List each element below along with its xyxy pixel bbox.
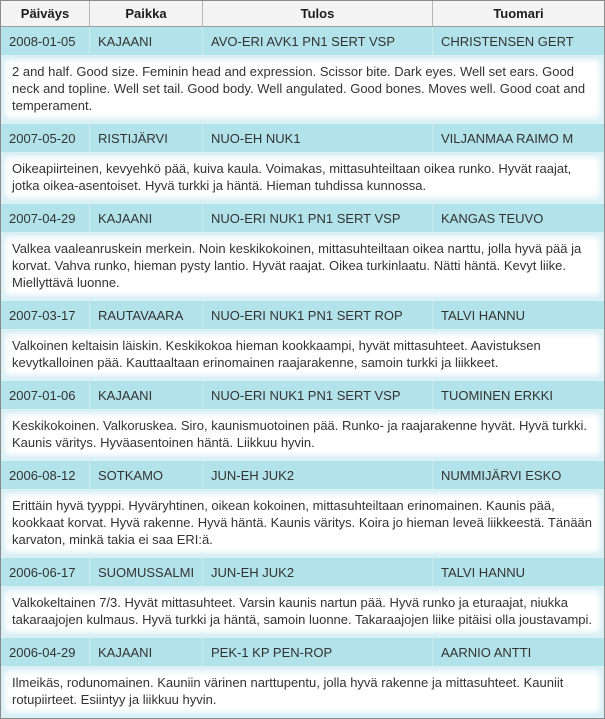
records-list [1, 27, 604, 714]
result-row [1, 124, 604, 152]
judge-cell: CHRISTENSEN GERT [432, 27, 604, 55]
place-cell: SOTKAMO [89, 461, 202, 489]
result-row [1, 461, 604, 489]
judge-cell: KANGAS TEUVO [432, 204, 604, 232]
date-cell: 2007-01-06 [9, 387, 76, 403]
critique-box: Valkea vaaleanruskein merkein. Noin keskikokoinen, mittasuhteiltaan oikea narttu, jolla hyvä pää ja korvat. Vahva runko, hieman pysty lantio. Hyvät raajat. Oikea turkinlaatu. Nätti häntä. Kevyt liike. Miellyttävä luonne. [3, 235, 602, 297]
date-cell: 2007-03-17 [9, 307, 76, 323]
place-cell: SUOMUSSALMI [89, 558, 202, 586]
result-cell: NUO-ERI NUK1 PN1 SERT VSP [202, 204, 432, 232]
result-cell: NUO-ERI NUK1 PN1 SERT VSP [202, 381, 432, 409]
date-cell: 2007-05-20 [9, 130, 76, 146]
column-header-paikka: Paikka [89, 1, 202, 26]
column-header-paivays: Päiväys [20, 6, 70, 21]
result-record [1, 204, 604, 297]
place-cell: RISTIJÄRVI [89, 124, 202, 152]
date-cell: 2007-04-29 [9, 210, 76, 226]
result-cell: PEK-1 KP PEN-ROP [202, 638, 432, 666]
date-cell: 2006-08-12 [9, 467, 76, 483]
result-row [1, 204, 604, 232]
table-header-row [1, 1, 604, 27]
judge-cell: TUOMINEN ERKKI [432, 381, 604, 409]
date-cell: 2006-06-17 [9, 564, 76, 580]
result-record [1, 381, 604, 457]
date-cell: 2006-04-29 [9, 644, 76, 660]
result-row [1, 558, 604, 586]
place-cell: KAJAANI [89, 638, 202, 666]
result-cell: NUO-ERI NUK1 PN1 SERT ROP [202, 301, 432, 329]
result-cell: JUN-EH JUK2 [202, 461, 432, 489]
critique-box: Oikeapiirteinen, kevyehkö pää, kuiva kaula. Voimakas, mittasuhteiltaan oikea runko. Hyvät raajat, jotka oikea-asentoiset. Hyvä turkki ja häntä. Hieman tuhdissa kunnossa. [3, 155, 602, 200]
column-header-tuomari: Tuomari [432, 1, 604, 26]
result-cell: JUN-EH JUK2 [202, 558, 432, 586]
result-row [1, 638, 604, 666]
critique-box: Valkoinen keltaisin läiskin. Keskikokoa hieman kookkaampi, hyvät mittasuhteet. Aavistuksen kevytkalloinen pää. Kauttaaltaan erinomainen raajarakenne, samoin turkki ja liikkeet. [3, 332, 602, 377]
judge-cell: NUMMIJÄRVI ESKO [432, 461, 604, 489]
result-row [1, 27, 604, 55]
result-record [1, 638, 604, 714]
judge-cell: TALVI HANNU [432, 558, 604, 586]
critique-box: 2 and half. Good size. Feminin head and expression. Scissor bite. Dark eyes. Well set ears. Good neck and topline. Well set tail. Good body. Well angulated. Good bones. Moves well. Good coat and temperament. [3, 58, 602, 120]
result-cell: AVO-ERI AVK1 PN1 SERT VSP [202, 27, 432, 55]
critique-box: Erittäin hyvä tyyppi. Hyväryhtinen, oikean kokoinen, mittasuhteiltaan erinomainen. Kaunis pää, kookkaat korvat. Hyvä rakenne. Hyvä häntä. Kaunis väritys. Koira jo hieman leveä liikkeestä. Tänään karvaton, minkä takia ei saa ERI:ä. [3, 492, 602, 554]
result-cell: NUO-EH NUK1 [202, 124, 432, 152]
judge-cell: AARNIO ANTTI [432, 638, 604, 666]
column-header-tulos: Tulos [202, 1, 432, 26]
place-cell: KAJAANI [89, 27, 202, 55]
critique-box: Ilmeikäs, rodunomainen. Kauniin värinen narttupentu, jolla hyvä rakenne ja mittasuhteet. Kauniit rotupiirteet. Esiintyy ja liikkuu hyvin. [3, 669, 602, 714]
critique-box: Valkokeltainen 7/3. Hyvät mittasuhteet. Varsin kaunis nartun pää. Hyvä runko ja eturaajat, niukka takaraajojen kulmaus. Hyvä turkki ja häntä, samoin luonne. Takaraajojen liike pitäisi olla joustavampi. [3, 589, 602, 634]
place-cell: KAJAANI [89, 381, 202, 409]
result-record [1, 461, 604, 554]
date-cell: 2008-01-05 [9, 33, 76, 49]
result-record [1, 558, 604, 634]
place-cell: RAUTAVAARA [89, 301, 202, 329]
judge-cell: TALVI HANNU [432, 301, 604, 329]
judge-cell: VILJANMAA RAIMO M [432, 124, 604, 152]
result-record [1, 27, 604, 120]
critique-box: Keskikokoinen. Valkoruskea. Siro, kaunismuotoinen pää. Runko- ja raajarakenne hyvät. Hyvä turkki. Kaunis väritys. Hyväasentoinen häntä. Liikkuu hyvin. [3, 412, 602, 457]
result-record [1, 301, 604, 377]
result-row [1, 381, 604, 409]
result-row [1, 301, 604, 329]
place-cell: KAJAANI [89, 204, 202, 232]
result-record [1, 124, 604, 200]
